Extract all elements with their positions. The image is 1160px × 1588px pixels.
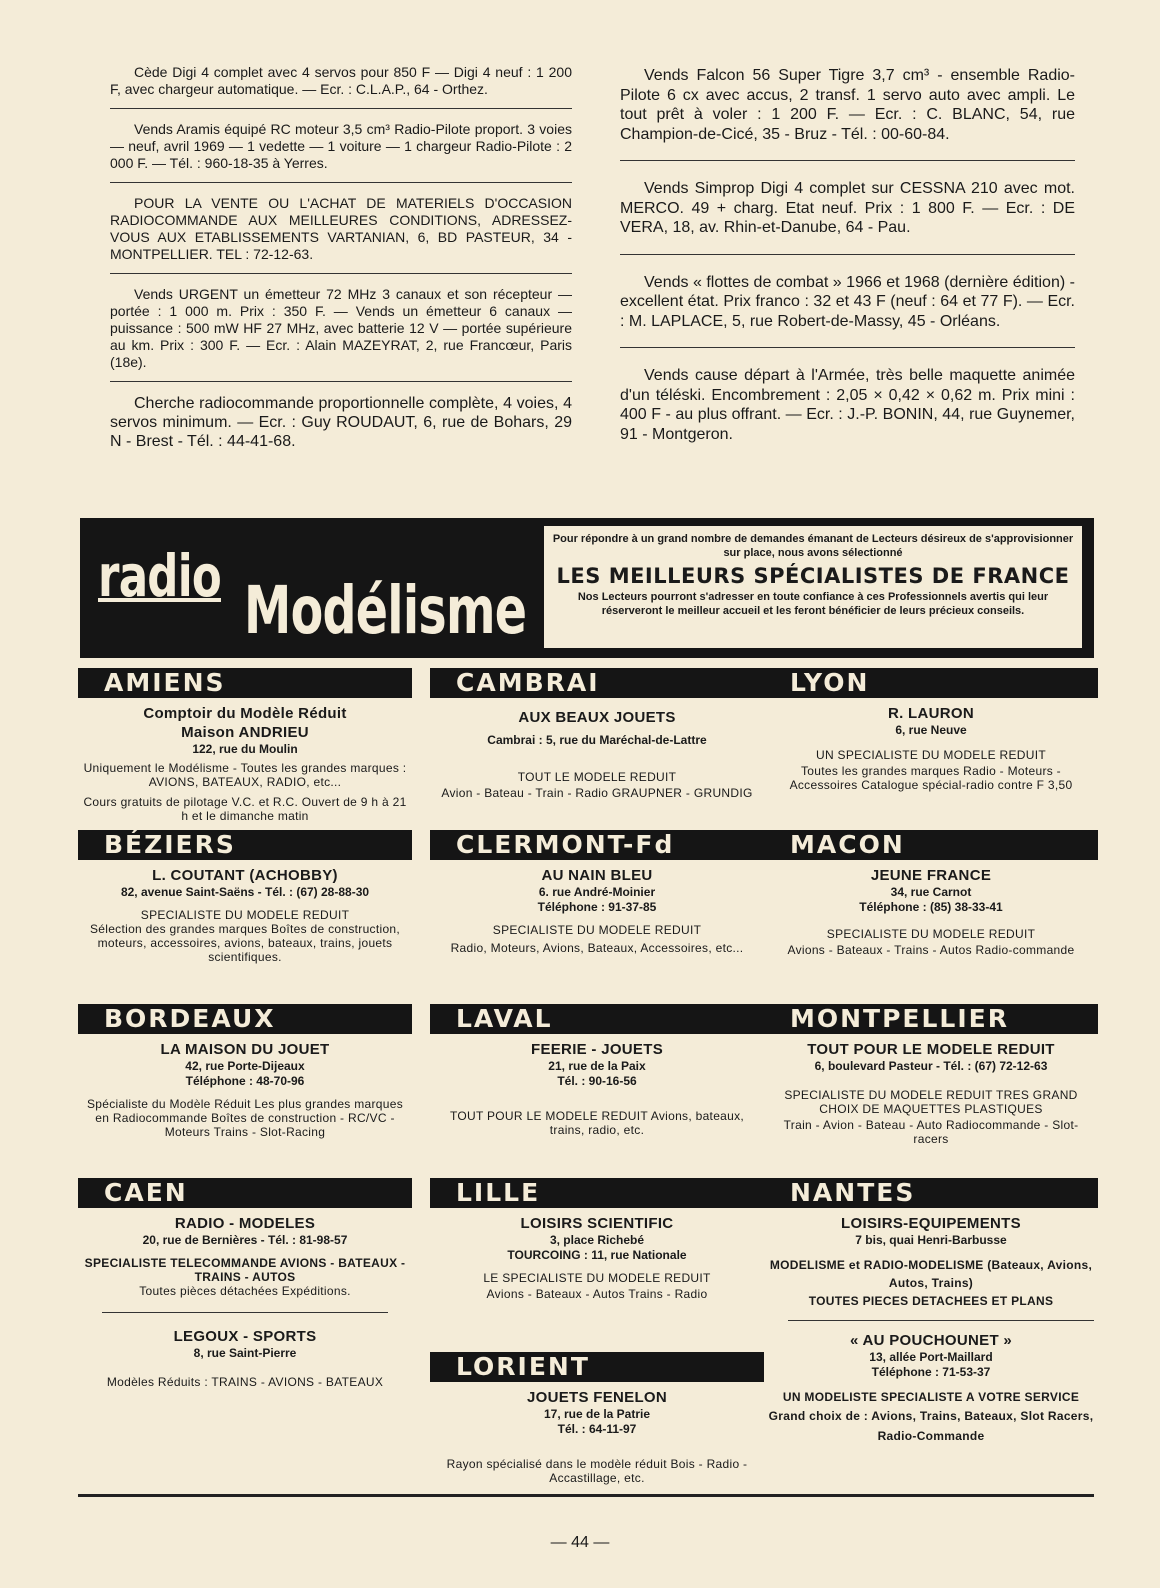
shop-listing [78,698,412,830]
city-header-caen: CAEN [78,1178,412,1208]
shop-address: 8, rue Saint-Pierre [193,1346,297,1360]
banner-message [544,526,1082,648]
city-header-amiens: AMIENS [78,668,412,698]
shop-listing [78,1034,412,1178]
banner-outro: Nos Lecteurs pourront s'adresser en toute confiance à ces Professionnels avertis qui leur réserveront le meilleur accueil et les feront bénéficier de leurs précieux conseils. [577,591,1049,617]
shop-address: 7 bis, quai Henri-Barbusse [855,1233,1007,1247]
city-header-bordeaux: BORDEAUX [78,1004,412,1034]
shop-description: Avion - Bateau - Train - Radio GRAUPNER - GRUNDIG [441,786,753,800]
shop-listing [430,1034,764,1178]
shop-description: SPECIALISTE DU MODELE REDUIT [140,908,350,922]
shop-address: 21, rue de la Paix [548,1059,646,1073]
shop-listing [764,860,1098,1004]
shop-description: Sélection des grandes marques Boîtes de construction, moteurs, accessoires, avions, bateaux, trains, jouets scientifiques. [89,922,401,964]
shop-name: « AU POUCHOUNET » [849,1332,1013,1349]
shop-description: SPECIALISTE DU MODELE REDUIT [826,927,1036,941]
classified-ad: Vends Aramis équipé RC moteur 3,5 cm³ Radio-Pilote proport. 3 voies — neuf, avril 1969 — 1 vedette — 1 voiture — 1 chargeur Radio-Pilote : 2 000 F. — Tél. : 960-18-35 à Yerres. [110,121,572,171]
shop-address: TOURCOING : 11, rue Nationale [507,1248,687,1262]
shop-listing [78,1208,412,1395]
shop-phone: Tél. : 90-16-56 [557,1074,637,1088]
shop-address: 17, rue de la Patrie [543,1407,651,1421]
shop-description: UN MODELISTE SPECIALISTE A VOTRE SERVICE [782,1390,1080,1404]
shop-name: JEUNE FRANCE [870,867,992,884]
shop-phone: Téléphone : 71-53-37 [871,1365,991,1379]
divider [102,1312,388,1313]
shop-description: Toutes pièces détachées Expéditions. [139,1284,351,1298]
shop-description: Toutes les grandes marques Radio - Moteurs - Accessoires Catalogue spécial-radio contre F 3,50 [789,764,1073,792]
divider [110,108,572,109]
directory-column-3 [764,668,1098,1452]
shop-description: Cours gratuits de pilotage V.C. et R.C. Ouvert de 9 h à 21 h et le dimanche matin [83,795,407,823]
directory-column-2 [430,668,764,1491]
divider [620,160,1075,161]
banner-intro: Pour répondre à un grand nombre de demandes émanant de Lecteurs désireux de s'approvisionner sur place, nous avons sélectionné [552,533,1074,559]
shop-address: 3, place Richebé [549,1233,645,1247]
city-header-laval: LAVAL [430,1004,764,1034]
classified-ad: POUR LA VENTE OU L'ACHAT DE MATERIELS D'OCCASION RADIOCOMMANDE AUX MEILLEURES CONDITIONS, ADRESSEZ-VOUS AUX ETABLISSEMENTS VARTANIAN, 6, BD PASTEUR, 34 - MONTPELLIER. TEL : 72-12-63. [110,195,572,262]
shop-description: SPECIALISTE DU MODELE REDUIT TRES GRAND CHOIX DE MAQUETTES PLASTIQUES [784,1088,1078,1116]
shop-description: UN SPECIALISTE DU MODELE REDUIT [815,748,1046,762]
bottom-rule [78,1494,1094,1497]
shop-name: Maison ANDRIEU [181,724,309,741]
shop-listing [764,1034,1098,1178]
shop-description: Avions - Bateaux - Trains - Autos Radio-commande [787,943,1075,957]
shop-name: AUX BEAUX JOUETS [518,709,676,726]
radio-modelisme-logo [94,528,534,648]
shop-phone: Téléphone : 91-37-85 [537,900,657,914]
city-header-lille: LILLE [430,1178,764,1208]
shop-description: Train - Avion - Bateau - Auto Radiocommande - Slot-racers [783,1118,1079,1146]
shop-address: 122, rue du Moulin [192,742,298,756]
city-header-nantes: NANTES [764,1178,1098,1208]
shop-description: Spécialiste du Modèle Réduit Les plus grandes marques en Radiocommande Boîtes de construction - RC/VC - Moteurs Trains - Slot-Racing [86,1097,404,1139]
logo-radio-text: radio [98,542,221,610]
shop-listing [430,1208,764,1352]
divider [110,273,572,274]
shop-listing [430,860,764,1004]
shop-address: 20, rue de Bernières - Tél. : 81-98-57 [142,1233,348,1247]
shop-name: LOISIRS-EQUIPEMENTS [841,1215,1021,1232]
page-number: — 44 — [550,1534,610,1551]
shop-name: JOUETS FENELON [526,1389,668,1406]
shop-address: 6. rue André-Moinier [538,885,656,899]
shop-listing [764,698,1098,830]
shop-name: LA MAISON DU JOUET [160,1041,330,1058]
shop-description: Rayon spécialisé dans le modèle réduit Bois - Radio - Accastillage, etc. [446,1457,748,1485]
shop-description: Grand choix de : Avions, Trains, Bateaux, Slot Racers, Radio-Commande [768,1409,1094,1443]
shop-address: 42, rue Porte-Dijeaux [185,1059,305,1073]
city-header-cambrai: CAMBRAI [430,668,764,698]
shop-name: TOUT POUR LE MODELE REDUIT [807,1041,1055,1058]
shop-listing [430,1382,764,1491]
divider [110,182,572,183]
shop-description: TOUT LE MODELE REDUIT [517,770,677,784]
shop-name: L. COUTANT (ACHOBBY) [152,867,338,884]
shop-description: SPECIALISTE TELECOMMANDE AVIONS - BATEAUX - TRAINS - AUTOS [84,1256,406,1284]
divider [788,1320,1094,1321]
city-header-clermont: CLERMONT-Fd [430,830,764,860]
divider [110,381,572,382]
classified-ad: Vends Falcon 56 Super Tigre 3,7 cm³ - ensemble Radio-Pilote 6 cx avec accus, 2 transf. 1 servo auto avec ampli. Le tout prêt à voler : 1 200 F. — Ecr. : C. BLANC, 54, rue Champion-de-Cicé, 35 - Bruz - Tél. : 00-60-84. [620,67,1075,143]
shop-description: SPECIALISTE DU MODELE REDUIT [492,923,702,937]
shop-name: LEGOUX - SPORTS [173,1328,317,1345]
shop-address: 82, avenue Saint-Saëns - Tél. : (67) 28-88-30 [120,885,370,899]
divider [620,347,1075,348]
shop-description: TOUTES PIECES DETACHEES ET PLANS [808,1294,1054,1308]
city-header-lyon: LYON [764,668,1098,698]
classifieds-left-column [110,62,572,459]
classifieds-right-column [620,62,1075,456]
shop-name: Comptoir du Modèle Réduit [143,705,347,722]
shop-address: 6, rue Neuve [895,723,967,737]
city-header-beziers: BÉZIERS [78,830,412,860]
city-header-macon: MACON [764,830,1098,860]
shop-name: AU NAIN BLEU [541,867,653,884]
shop-phone: Téléphone : 48-70-96 [185,1074,305,1088]
classified-ad: Vends URGENT un émetteur 72 MHz 3 canaux et son récepteur — portée : 1 000 m. Prix : 350 F. — Vends un émetteur 6 canaux — puissance : 500 mW HF 27 MHz, avec batterie 12 V — portée supérieure au km. Prix : 300 F. — Ecr. : Alain MAZEYRAT, 2, rue Francœur, Paris (18e). [110,286,572,370]
shop-address: 6, boulevard Pasteur - Tél. : (67) 72-12-63 [814,1059,1048,1073]
shop-listing [430,698,764,830]
divider [620,254,1075,255]
logo-modelisme-text: Modélisme [244,572,527,649]
banner-headline: LES MEILLEURS SPÉCIALISTES DE FRANCE [556,564,1070,588]
shop-listing [78,860,412,1004]
classified-ad: Vends « flottes de combat » 1966 et 1968 (dernière édition) - excellent état. Prix franco : 32 et 43 F (neuf : 64 et 77 F). — Ecr. : M. LAPLACE, 5, rue Robert-de-Massy, 45 - Orléans. [620,273,1075,330]
classified-ad: Vends Simprop Digi 4 complet sur CESSNA 210 avec mot. MERCO. 49 + charg. Etat neuf. Prix : 1 800 F. — Ecr. : DE VERA, 18, av. Rhin-et-Danube, 64 - Pau. [620,180,1075,236]
shop-description: TOUT POUR LE MODELE REDUIT Avions, bateaux, trains, radio, etc. [449,1109,745,1137]
shop-address: Cambrai : 5, rue du Maréchal-de-Lattre [487,733,707,747]
shop-description: Modèles Réduits : TRAINS - AVIONS - BATEAUX [106,1375,384,1389]
shop-description: Uniquement le Modélisme - Toutes les grandes marques : AVIONS, BATEAUX, RADIO, etc... [83,761,407,789]
shop-description: MODELISME et RADIO-MODELISME (Bateaux, Avions, Autos, Trains) [769,1258,1093,1290]
shop-description: Avions - Bateaux - Autos Trains - Radio [486,1287,708,1301]
classified-ad: Vends cause départ à l'Armée, très belle maquette animée d'un téléski. Encombrement : 2,05 × 0,42 × 0,62 m. Prix mini : 400 F - au plus offrant. — Ecr. : J.-P. BONIN, 44, rue Guynemer, 91 - Montgeron. [620,367,1075,443]
shop-address: 34, rue Carnot [890,885,972,899]
city-header-lorient: LORIENT [430,1352,764,1382]
shop-name: FEERIE - JOUETS [530,1041,664,1058]
shop-description: LE SPECIALISTE DU MODELE REDUIT [483,1271,711,1285]
classified-ad: Cède Digi 4 complet avec 4 servos pour 850 F — Digi 4 neuf : 1 200 F, avec chargeur automatique. — Ecr. : C.L.A.P., 64 - Orthez. [110,64,572,97]
shop-name: LOISIRS SCIENTIFIC [520,1215,674,1232]
directory-column-1 [78,668,412,1395]
shop-name: RADIO - MODELES [174,1215,316,1232]
shop-listing [764,1208,1098,1452]
shop-address: 13, allée Port-Maillard [869,1350,993,1364]
shop-description: Radio, Moteurs, Avions, Bateaux, Accessoires, etc... [450,941,744,955]
shop-name: R. LAURON [887,705,975,722]
specialists-banner [80,518,1094,658]
city-header-montpellier: MONTPELLIER [764,1004,1098,1034]
classified-ad: Cherche radiocommande proportionnelle complète, 4 voies, 4 servos minimum. — Ecr. : Guy ROUDAUT, 6, rue de Bohars, 29 N - Brest - Tél. : 44-41-68. [110,395,572,450]
shop-phone: Tél. : 64-11-97 [557,1422,637,1436]
shop-phone: Téléphone : (85) 38-33-41 [859,900,1003,914]
